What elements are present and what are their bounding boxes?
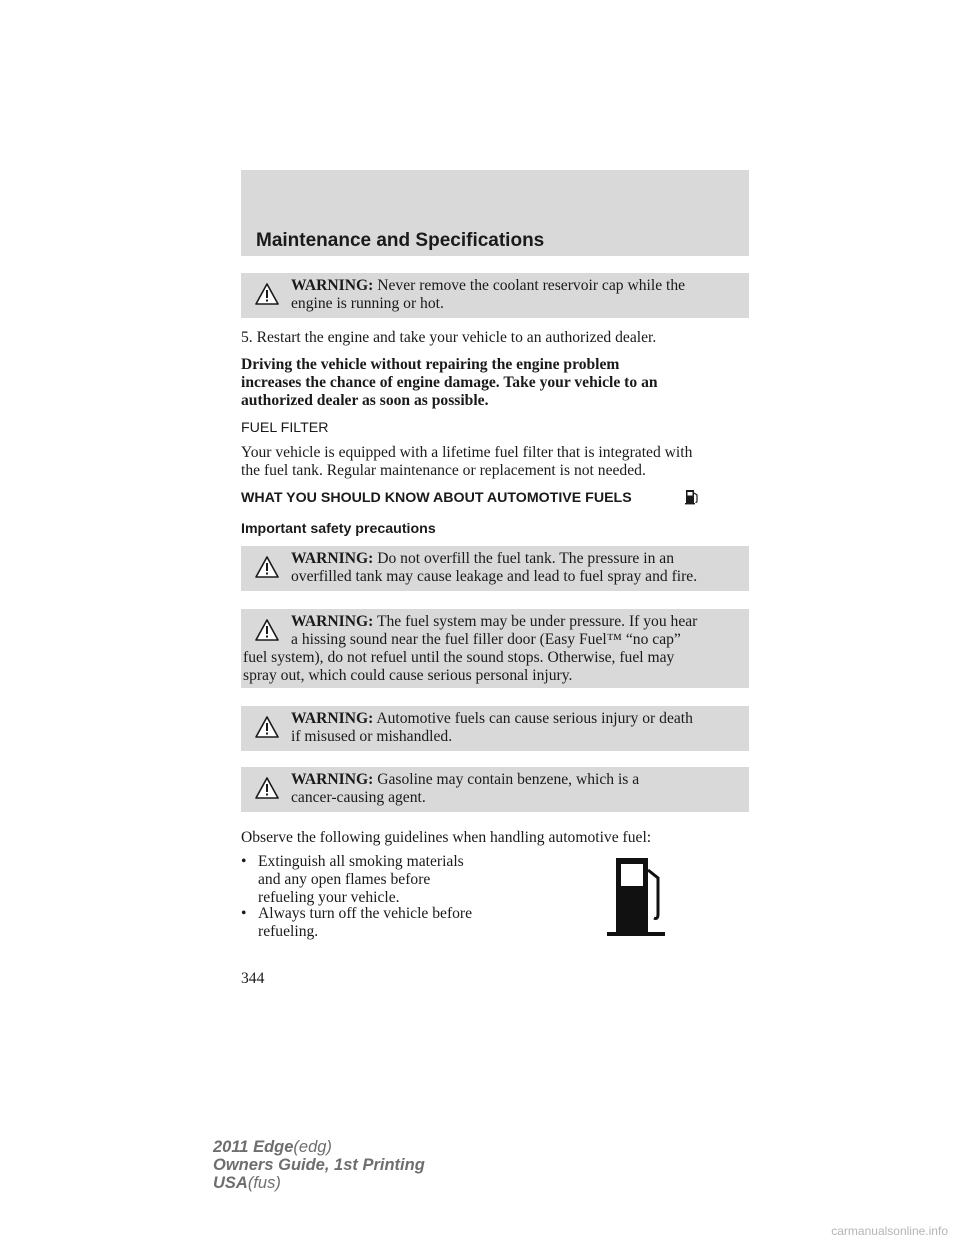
fuel-pump-illustration	[606, 856, 666, 938]
warning-line: cancer-causing agent.	[291, 789, 426, 806]
warning-line: engine is running or hot.	[291, 295, 444, 312]
warning-triangle-icon	[255, 777, 279, 799]
list-item-line: refueling.	[258, 923, 319, 940]
footer-model: 2011 Edge	[213, 1138, 294, 1156]
bold-note	[241, 356, 751, 410]
list-item-text	[258, 853, 498, 907]
watermark: carmanualsonline.info	[831, 1224, 948, 1238]
bold-note-line: authorized dealer as soon as possible.	[241, 392, 489, 409]
warning-text	[291, 771, 741, 807]
section-title: Maintenance and Specifications	[256, 230, 545, 251]
warning-label: WARNING:	[291, 710, 374, 727]
bold-note-line: Driving the vehicle without repairing the engine problem	[241, 356, 620, 373]
warning-line: The fuel system may be under pressure. If you hear	[376, 613, 698, 630]
fuel-pump-icon	[685, 488, 699, 505]
warning-line: Gasoline may contain benzene, which is a	[377, 771, 640, 788]
warning-line: a hissing sound near the fuel filler door (Easy Fuel™ “no cap”	[291, 631, 681, 648]
warning-box	[241, 767, 749, 812]
warning-line: if misused or mishandled.	[291, 728, 453, 745]
warning-line: Never remove the coolant reservoir cap while the	[377, 277, 686, 294]
list-item	[241, 905, 501, 943]
safety-heading: Important safety precautions	[241, 521, 436, 537]
warning-triangle-icon	[255, 716, 279, 738]
warning-line: Do not overfill the fuel tank. The pressure in an	[377, 550, 674, 567]
warning-box	[241, 273, 749, 318]
document-footer	[213, 1138, 425, 1192]
warning-triangle-icon	[255, 619, 279, 641]
footer-market: USA	[213, 1174, 248, 1192]
warning-label: WARNING:	[291, 771, 374, 788]
bold-note-line: increases the chance of engine damage. Take your vehicle to an	[241, 374, 658, 391]
warning-line: spray out, which could cause serious personal injury.	[243, 667, 573, 684]
paragraph-line: the fuel tank. Regular maintenance or replacement is not needed.	[241, 462, 646, 479]
list-item	[241, 853, 501, 909]
warning-triangle-icon	[255, 556, 279, 578]
warning-text-continued	[243, 649, 743, 685]
warning-box	[241, 546, 749, 591]
warning-text	[291, 277, 741, 313]
warning-line: fuel system), do not refuel until the sound stops. Otherwise, fuel may	[243, 649, 675, 666]
list-item-line: Extinguish all smoking materials	[258, 853, 464, 870]
list-item-line: and any open flames before	[258, 871, 431, 888]
bullet-mark: •	[241, 905, 247, 922]
section-header-bar	[241, 170, 749, 256]
footer-code: (edg)	[293, 1138, 332, 1156]
warning-text	[291, 613, 741, 649]
warning-label: WARNING:	[291, 277, 374, 294]
page-number: 344	[241, 970, 265, 987]
warning-triangle-icon	[255, 283, 279, 305]
list-item-text	[258, 905, 498, 941]
footer-guide: Owners Guide, 1st Printing	[213, 1156, 425, 1174]
warning-box	[241, 706, 749, 751]
warning-text	[291, 710, 741, 746]
list-item-line: Always turn off the vehicle before	[258, 905, 473, 922]
warning-label: WARNING:	[291, 613, 374, 630]
step-5-text: 5. Restart the engine and take your vehicle to an authorized dealer.	[241, 329, 657, 346]
warning-line: overfilled tank may cause leakage and lead to fuel spray and fire.	[291, 568, 698, 585]
warning-box	[241, 609, 749, 688]
warning-label: WARNING:	[291, 550, 374, 567]
footer-code: (fus)	[247, 1174, 281, 1192]
fuel-filter-heading: FUEL FILTER	[241, 420, 329, 436]
paragraph-line: Your vehicle is equipped with a lifetime fuel filter that is integrated with	[241, 444, 693, 461]
warning-line: Automotive fuels can cause serious injury or death	[376, 710, 693, 727]
fuels-heading: WHAT YOU SHOULD KNOW ABOUT AUTOMOTIVE FUELS	[241, 490, 632, 506]
observe-text: Observe the following guidelines when handling automotive fuel:	[241, 829, 652, 846]
list-item-line: refueling your vehicle.	[258, 889, 400, 906]
warning-text	[291, 550, 741, 586]
fuel-filter-paragraph	[241, 444, 751, 480]
bullet-mark: •	[241, 853, 247, 870]
